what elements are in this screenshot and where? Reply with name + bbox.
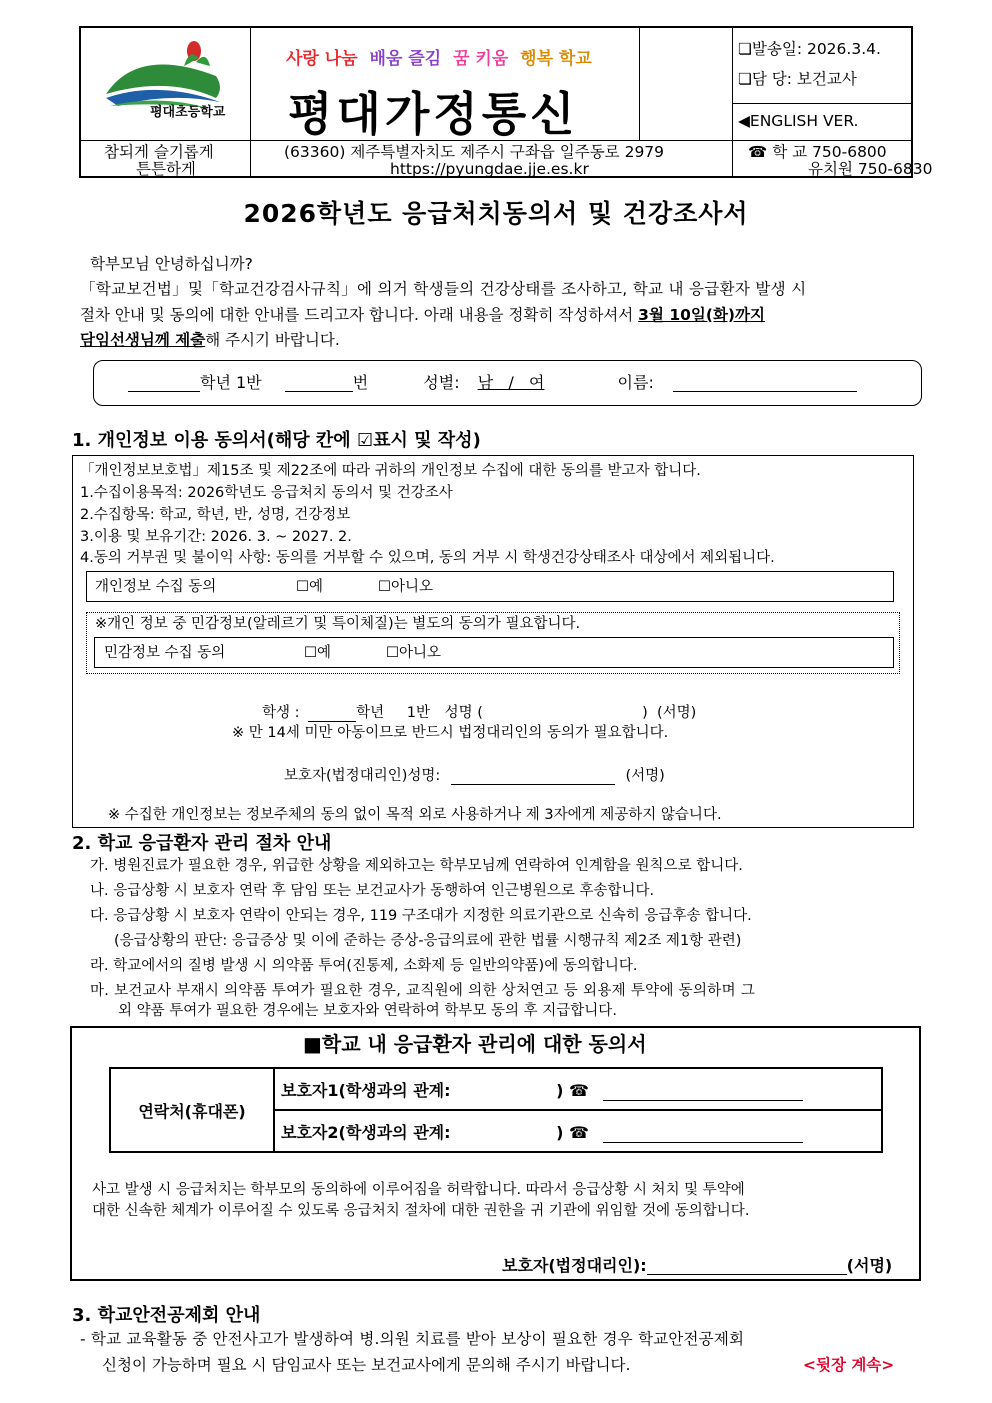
consent-sign-mark: (서명): [846, 1256, 893, 1275]
number-blank[interactable]: [285, 391, 353, 392]
guardian1-cell: [274, 1068, 882, 1110]
guardian1-phone-field[interactable]: [603, 1100, 803, 1101]
guardian-sign-blank[interactable]: [451, 784, 615, 785]
school-slogan: [286, 44, 598, 69]
number-label: 번: [352, 373, 369, 392]
guardian-sign-row: [284, 767, 665, 785]
privacy-line-2: 1.수집이용목적: 2026학년도 응급처치 동의서 및 건강조사: [80, 485, 453, 501]
consent-text-line1: 사고 발생 시 응급처치는 학부모의 동의하에 이루어짐을 허락합니다. 따라서 응급상황 시 처치 및 투약에: [92, 1182, 745, 1198]
procedure-item-da-note: (응급상황의 판단: 응급증상 및 이에 준하는 증상-응급의료에 관한 법률 시행규칙 제2조 제1항 관련): [114, 933, 742, 949]
consent-sign-blank[interactable]: [647, 1274, 847, 1275]
student-class-label: 1반: [406, 705, 430, 721]
privacy-footer-note: ※ 수집한 개인정보는 정보주체의 동의 없이 목적 외로 사용하거나 제 3자에게 제공하지 않습니다.: [108, 807, 722, 823]
school-motto-line1: 참되게 슬기롭게: [104, 143, 214, 161]
contact-person: ❏담 당: 보건교사: [738, 70, 857, 88]
phone-kindergarten: 유치원 750-6830: [808, 160, 933, 178]
grade-class-label: 학년 1반: [200, 373, 262, 392]
insurance-line1: - 학교 교육활동 중 안전사고가 발생하여 병.의원 치료를 받아 보상이 필요한 경우 학교안전공제회: [80, 1330, 745, 1348]
student-sign-close: ) (서명): [642, 705, 697, 721]
privacy-line-4: 3.이용 및 보유기간: 2026. 3. ~ 2027. 2.: [80, 529, 352, 545]
procedure-item-da: 다. 응급상황 시 보호자 연락이 안되는 경우, 119 구조대가 지정한 의료기관으로 신속히 응급후송 합니다.: [90, 908, 752, 924]
name-label: 이름:: [617, 373, 654, 392]
guardian-required-note: ※ 만 14세 미만 아동이므로 반드시 법정대리인의 동의가 필요합니다.: [232, 725, 669, 741]
privacy-consent-label: 개인정보 수집 동의: [95, 579, 217, 595]
intro-greeting: 학부모님 안녕하십니까?: [90, 255, 253, 273]
privacy-line-3: 2.수집항목: 학교, 학년, 반, 성명, 건강정보: [80, 507, 351, 523]
sensitive-consent-yes[interactable]: ☐예: [304, 645, 332, 661]
guardian-sign-mark: (서명): [625, 768, 665, 784]
privacy-line-5: 4.동의 거부권 및 불이익 사항: 동의를 거부할 수 있으며, 동의 거부 시 학생건강상태조사 대상에서 제외됩니다.: [80, 550, 775, 566]
intro-line-2-text: 절차 안내 및 동의에 대한 안내를 드리고자 합니다. 아래 내용을 정확히 작성하셔서: [80, 306, 639, 324]
issue-date: ❏발송일: 2026.3.4.: [738, 40, 881, 58]
intro-line-3-text: 해 주시기 바랍니다.: [205, 331, 340, 349]
document-title: 2026학년도 응급처치동의서 및 건강조사서: [243, 199, 749, 228]
intro-line-2: [80, 306, 765, 324]
gender-options[interactable]: 남 / 여: [477, 373, 545, 392]
gender-label: 성별:: [423, 373, 460, 392]
privacy-line-1: 「개인정보보호법」제15조 및 제22조에 따라 귀하의 개인정보 수집에 대한 동의를 받고자 합니다.: [80, 463, 701, 479]
guardian2-cell: [274, 1110, 882, 1152]
procedure-item-ma-cont: 외 약품 투여가 필요한 경우에는 보호자와 연락하여 학부모 동의 후 지급합니다.: [118, 1003, 617, 1019]
section2-heading: 2. 학교 응급환자 관리 절차 안내: [72, 833, 332, 854]
guardian2-phone-mark: ) ☎: [556, 1122, 589, 1142]
privacy-consent-no[interactable]: ☐아니오: [378, 579, 434, 595]
procedure-item-ma: 마. 보건교사 부재시 의약품 투여가 필요한 경우, 교직원에 의한 상처연고 등 외용제 투약에 동의하며 그: [90, 983, 756, 999]
consent-sign-row: [502, 1257, 892, 1275]
school-address: (63360) 제주특별자치도 제주시 구좌읍 일주동로 2979: [284, 143, 665, 161]
contact-label-cell: [110, 1068, 274, 1152]
guardian2-phone-field[interactable]: [603, 1142, 803, 1143]
deadline: 3월 10일(화)까지: [638, 306, 765, 324]
student-sign-label: 학생 :: [262, 705, 300, 721]
school-website[interactable]: https://pyungdae.jje.es.kr: [390, 160, 589, 178]
phone-school: ☎ 학 교 750-6800: [748, 143, 887, 161]
emergency-consent-box: [70, 1026, 921, 1281]
procedure-item-ga: 가. 병원진료가 필요한 경우, 위급한 상황을 제외하고는 학부모님께 연락하여 인계함을 원칙으로 합니다.: [90, 858, 743, 874]
student-grade-blank[interactable]: [308, 721, 356, 722]
emergency-consent-title: ■학교 내 응급환자 관리에 대한 동의서: [303, 1032, 647, 1056]
sensitive-info-note: ※개인 정보 중 민감정보(알레르기 및 특이체질)는 별도의 동의가 필요합니다.: [95, 616, 581, 632]
sensitive-consent-no[interactable]: ☐아니오: [386, 645, 442, 661]
section3-heading: 3. 학교안전공제회 안내: [72, 1305, 261, 1326]
guardian1-label: 보호자1(학생과의 관계:: [281, 1080, 451, 1100]
newsletter-title: 평대가정통신: [288, 87, 579, 141]
guardian1-phone-mark: ) ☎: [556, 1080, 589, 1100]
slogan-part-2: 배움 즐김: [369, 49, 442, 69]
slogan-part-3: 꿈 키움: [453, 49, 509, 69]
contact-label: 연락처(휴대폰): [138, 1101, 246, 1121]
submit-to: 담임선생님께 제출: [80, 331, 206, 349]
grade-blank[interactable]: [128, 391, 200, 392]
school-motto-line2: 튼튼하게: [136, 160, 196, 178]
slogan-part-1: 사랑 나눔: [286, 49, 358, 69]
intro-line-3: [80, 331, 340, 349]
continued-note: <뒷장 계속>: [803, 1356, 895, 1374]
consent-text-line2: 대한 신속한 체계가 이루어질 수 있도록 응급처치 절차에 대한 권한을 귀 기관에 위임할 것에 동의합니다.: [92, 1203, 750, 1219]
student-name-open: 성명 (: [444, 705, 483, 721]
student-sign-row: [262, 704, 696, 722]
contact-table: [109, 1067, 883, 1153]
insurance-line2: 신청이 가능하며 필요 시 담임교사 또는 보건교사에게 문의해 주시기 바랍니다.: [102, 1356, 631, 1374]
student-info-row: [128, 374, 857, 392]
consent-sign-label: 보호자(법정대리인):: [502, 1256, 647, 1275]
sensitive-consent-label: 민감정보 수집 동의: [104, 645, 226, 661]
slogan-part-4: 행복 학교: [520, 49, 592, 69]
section1-heading: 1. 개인정보 이용 동의서(해당 칸에 ☑표시 및 작성): [72, 430, 481, 451]
privacy-consent-yes[interactable]: ☐예: [296, 579, 324, 595]
procedure-item-ra: 라. 학교에서의 질병 발생 시 의약품 투여(진통제, 소화제 등 일반의약품)에 동의합니다.: [90, 958, 638, 974]
guardian2-label: 보호자2(학생과의 관계:: [281, 1122, 451, 1142]
english-version-link[interactable]: ◀ENGLISH VER.: [738, 112, 859, 130]
student-grade-label: 학년: [356, 705, 385, 721]
intro-line-1: 「학교보건법」및「학교건강검사규칙」에 의거 학생들의 건강상태를 조사하고, 학교 내 응급환자 발생 시: [80, 280, 807, 298]
procedure-item-na: 나. 응급상황 시 보호자 연락 후 담임 또는 보건교사가 동행하여 인근병원으로 후송합니다.: [90, 883, 655, 899]
guardian-sign-label: 보호자(법정대리인)성명:: [284, 768, 441, 784]
school-name: 평대초등학교: [150, 105, 226, 120]
name-blank[interactable]: [673, 391, 857, 392]
